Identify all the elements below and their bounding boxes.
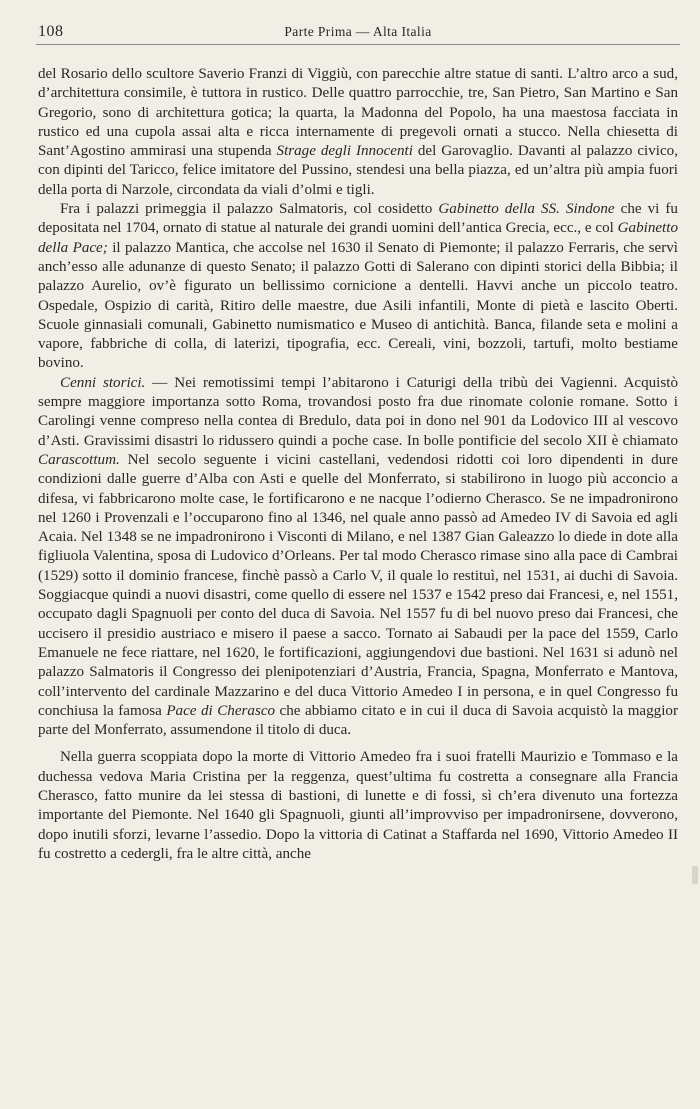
paragraph-p2 (38, 200, 678, 374)
paragraph-p4 (38, 748, 678, 864)
running-head: Parte Prima — Alta Italia (284, 24, 432, 39)
text-segment: — Nei remotissimi tempi l’abitarono i Caturigi della tribù dei Vagienni. Acquistò sempre maggiore importanza sotto Roma, trovandosi posto fra due rinomate colonie romane. Sotto i Carolingi venne compreso nella contea di Bredulo, data poi in dono nel 901 da Lodovico III al vescovo d’Asti. Gravissimi disastri lo ridussero quindi a poche case. In bolle pontificie del secolo XII è chiamato (38, 374, 678, 449)
italic-text: Gabinetto della SS. Sindone (438, 201, 615, 218)
text-segment: Fra i palazzi primeggia il palazzo Salmatoris, col cosidetto (60, 201, 439, 218)
scan-edge-mark (692, 866, 698, 884)
italic-text: Gabinetto della Pace; (38, 220, 678, 256)
italic-text: Pace di Cherasco (166, 702, 276, 719)
text-segment: Nella guerra scoppiata dopo la morte di Vittorio Amedeo fra i suoi fratelli Maurizio e Tommaso e la duchessa vedova Maria Cristina per la reggenza, quest’ultima fu costretta a consegnare alla Francia Cherasco, fatto munire da lei stessa di bastioni, di lunette e di fossi, sì ch’era divenuto una fortezza importante del Piemonte. Nel 1640 gli Spagnuoli, giunti all’improvviso per impadronirsene, dovverono, dopo inutili sforzi, levarne l’assedio. Dopo la vittoria di Catinat a Staffarda nel 1690, Vittorio Amedeo II fu costretto a cedergli, fra le altre città, anche (38, 749, 678, 862)
paragraph-p1 (38, 65, 678, 200)
text-segment: che vi fu depositata nel 1704, ornato di statue al naturale dei grandi uomini dell’antica Grecia, ecc., e col (38, 201, 678, 237)
italic-text: Carascottum. (38, 451, 120, 468)
text-segment: Nel secolo seguente i vicini castellani, vedendosi ridotti coi loro dipendenti in dure condizioni dalle guerre d’Alba con Asti e quelle del Monferrato, si stabilirono in luogo più acconcio a difesa, vi fabbricarono molte case, le fortificarono e ne nacque l’odierno Cherasco. Se ne impadronirono nel 1260 i Provenzali e l’occuparono fino al 1346, nel quale anno passò ad Amedeo IV di Savoia ed agli Acaia. Nel 1348 se ne impadronirono i Visconti di Milano, e nel 1387 Gian Galeazzo lo diede in dote alla figliuola Valentina, sposa di Ludovico d’Orleans. Per tal modo Cherasco rimase sino alla pace di Cambrai (1529) sotto il dominio francese, finchè passò a Carlo V, il quale lo restituì, nel 1531, ai duchi di Savoia. Soggiacque quindi a nuovi disastri, come quello di essere nel 1537 e 1542 preso dai Francesi, e, nel 1551, occupato dagli Spagnuoli per conto del duca di Savoia. Nel 1557 fu di bel nuovo preso dai Francesi, che uccisero il presidio austriaco e misero il paese a sacco. Tornato ai Sabaudi per la pace del 1559, Carlo Emanuele ne fece riattare, nel 1620, le fortificazioni, aggiungendovi due bastioni. Nel 1631 si adunò nel palazzo Salmatoris il Congresso dei plenipotenziari d’Austria, Francia, Spagna, Monferrato e Mantova, coll’intervento del cardinale Mazzarino e del duca Vittorio Amedeo I in persona, e in quel Congresso fu conchiusa la famosa (38, 451, 678, 719)
text-segment: del Rosario dello scultore Saverio Franzi di Viggiù, con parecchie altre statue di santi. L’altro arco a sud, d’architettura consimile, è tuttora in rustico. Delle quattro parrocchie, tre, San Pietro, San Martino e San Gregorio, sono di architettura gotica; la quarta, la Madonna del Popolo, ha una maestosa facciata in rustico ed una cupola assai alta e ricca internamente di pregevoli ornati a stucco. Nella chiesetta di Sant’Agostino ammirasi una stupenda (38, 66, 678, 160)
page-number: 108 (38, 23, 64, 40)
paragraph-p3 (38, 374, 678, 741)
text-segment: del Garovaglio. Davanti al palazzo civico, con dipinti del Taricco, felice imitatore del Pussino, stendesi una bella piazza, ed un’altra più ampia fuori della porta di Narzole, circondata da viali d’olmi e tigli. (38, 143, 678, 198)
text-segment: che abbiamo citato e in cui il duca di Savoia acquistò la maggior parte del Monferrato, assumendone il titolo di duca. (38, 702, 678, 739)
body-text (38, 65, 678, 864)
page-header (36, 22, 680, 45)
italic-text: Strage degli Innocenti (276, 143, 413, 160)
italic-text: Cenni storici. (60, 374, 146, 391)
text-segment: il palazzo Mantica, che accolse nel 1630 il Senato di Piemonte; il palazzo Ferraris, che servì anch’esso alle adunanze di questo Senato; il palazzo Gotti di Salerano con dipinti storici della Bibbia; il palazzo Aurelio, ov’è figurato un bellissimo cornicione a dentelli. Havvi anche un piccolo teatro. Ospedale, Ospizio di carità, Ritiro delle maestre, due Asili infantili, Monte di pietà e lascito Oberti. Scuole ginnasiali comunali, Gabinetto numismatico e Museo di antichità. Banca, filande seta e molini a vapore, fabbriche di colla, di laterizi, tipografia, ecc. Cereali, vini, bozzoli, tartufi, molto bestiame bovino. (38, 239, 678, 372)
